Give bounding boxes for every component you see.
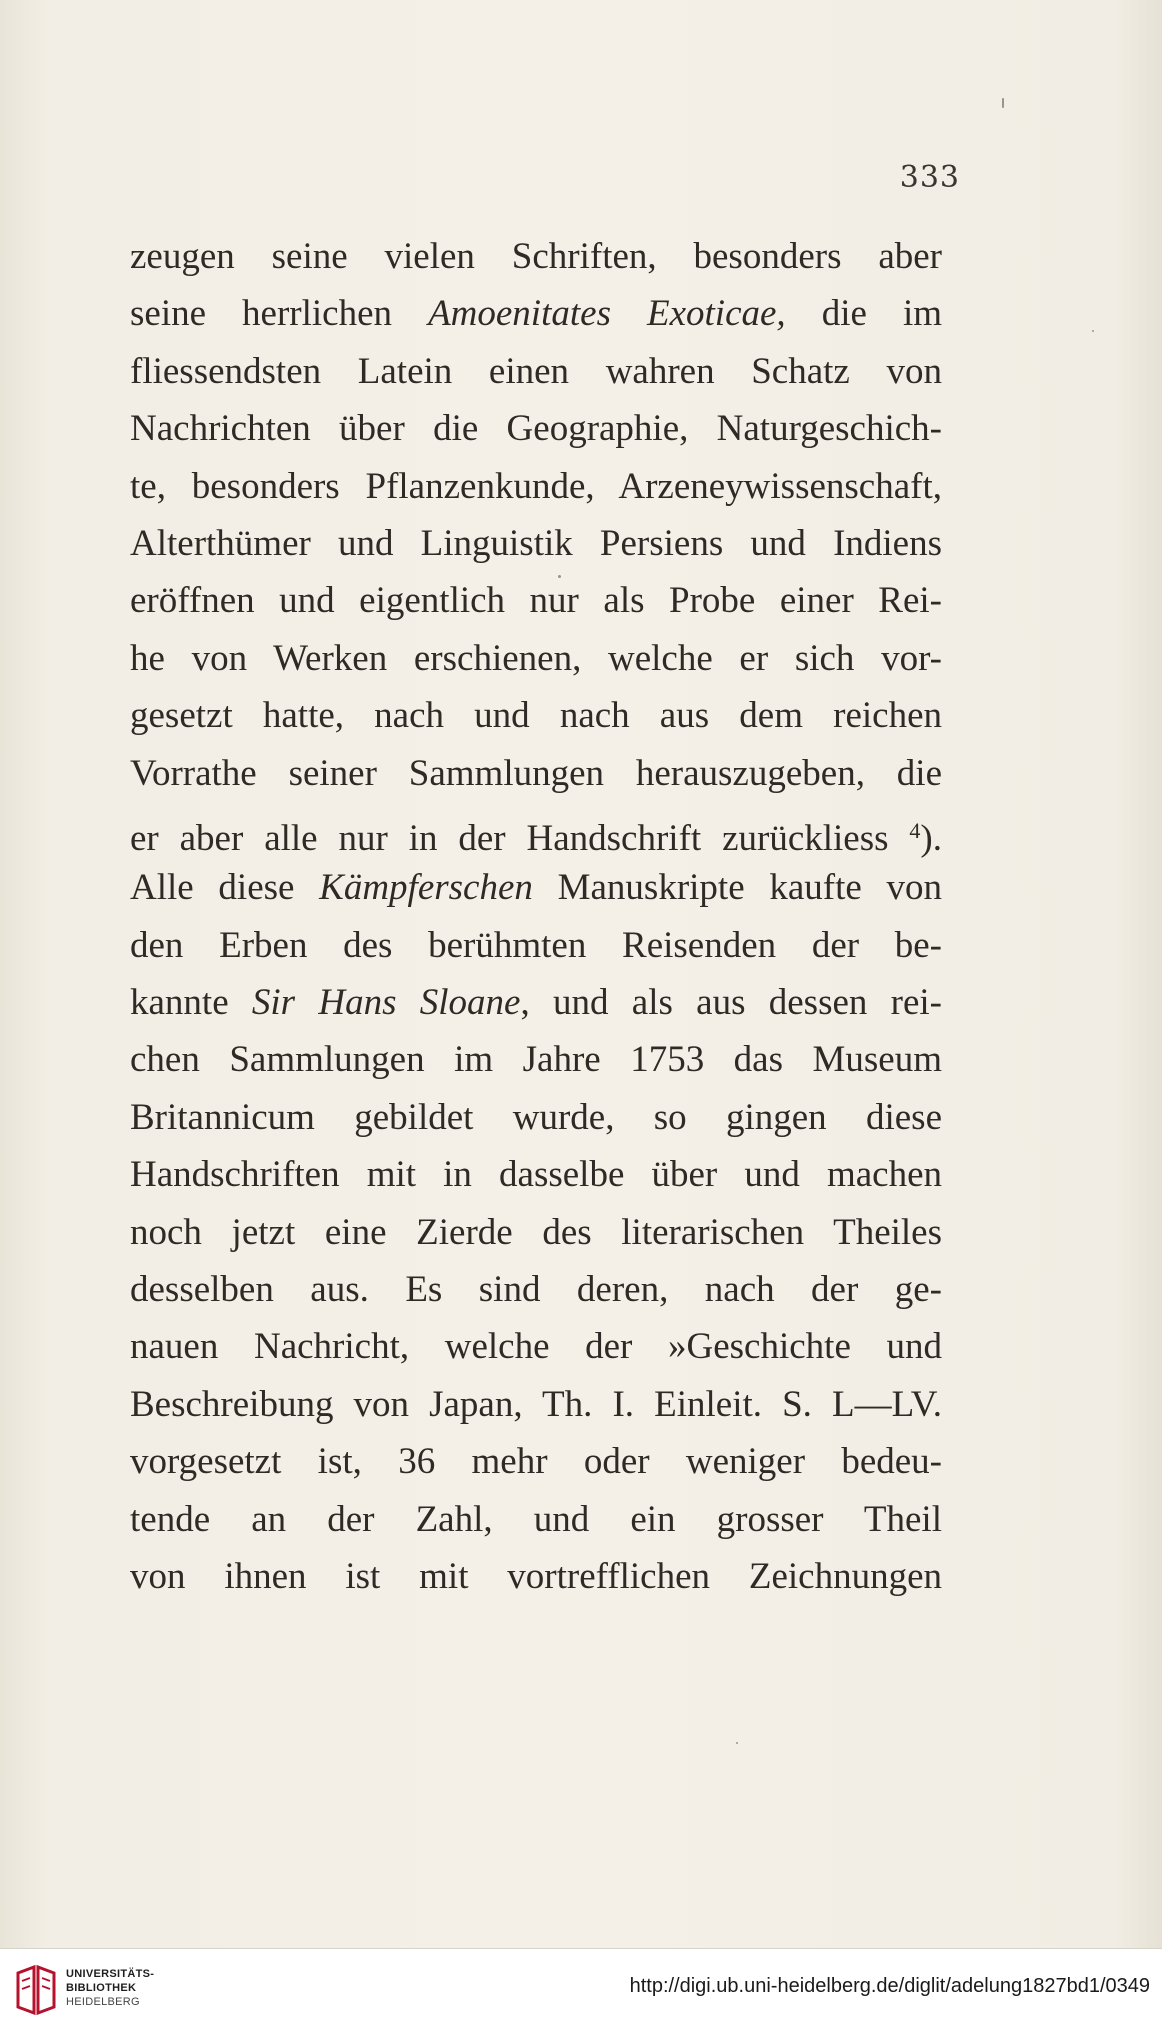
text-run: kannte <box>130 982 252 1024</box>
text-line <box>130 572 942 629</box>
university-library-logo <box>12 1963 60 2019</box>
text-line <box>130 1491 942 1548</box>
text-line <box>130 974 942 1031</box>
source-url-link[interactable]: http://digi.ub.uni-heidelberg.de/diglit/adelung1827bd1/0349 <box>629 1975 1150 1997</box>
italic-text: Sir Hans Sloane <box>251 982 521 1024</box>
text-line <box>130 1261 942 1318</box>
paper-speck <box>1092 330 1094 332</box>
text-run: desselben aus. Es sind deren, nach der ge- <box>130 1269 942 1311</box>
text-run: Britannicum gebildet wurde, so gingen diese <box>130 1096 942 1138</box>
text-run: die im <box>785 293 943 335</box>
text-line <box>130 1376 942 1433</box>
text-run: Nachrichten über die Geographie, Naturgeschich- <box>130 408 942 450</box>
text-line <box>130 343 942 400</box>
text-run: von ihnen ist mit vortrefflichen Zeichnungen <box>130 1555 942 1597</box>
text-line <box>130 1146 942 1203</box>
text-line <box>130 515 942 572</box>
text-run: te, besonders Pflanzenkunde, Arzeneywissenschaft, <box>130 465 942 507</box>
text-run: Beschreibung von Japan, Th. I. Einleit. S. L—LV. <box>130 1383 942 1425</box>
text-run: nauen Nachricht, welche der »Geschichte und <box>130 1326 942 1368</box>
body-text <box>130 228 942 1605</box>
text-run: tende an der Zahl, und ein grosser Theil <box>130 1498 942 1540</box>
text-run: seine herrlichen <box>130 293 429 335</box>
text-run: vorgesetzt ist, 36 mehr oder weniger bedeu- <box>130 1441 942 1483</box>
library-name-line: BIBLIOTHEK <box>66 1982 137 1994</box>
text-line <box>130 630 942 687</box>
text-run: chen Sammlungen im Jahre 1753 das Museum <box>130 1039 942 1081</box>
text-line <box>130 1318 942 1375</box>
italic-text: Kämpferschen <box>319 867 533 909</box>
paper-speck <box>558 575 561 578</box>
text-run: den Erben des berühmten Reisenden der be- <box>130 924 942 966</box>
library-name-line: UNIVERSITÄTS- <box>66 1968 155 1980</box>
text-line <box>130 400 942 457</box>
paper-speck <box>1002 98 1004 108</box>
text-line <box>130 1548 942 1605</box>
text-line <box>130 745 942 802</box>
page-number: 333 <box>899 160 960 195</box>
footnote-marker: 4 <box>909 817 921 843</box>
text-line <box>130 458 942 515</box>
text-line <box>130 1031 942 1088</box>
text-line <box>130 1433 942 1490</box>
text-line <box>130 687 942 744</box>
text-run: fliessendsten Latein einen wahren Schatz von <box>130 350 942 392</box>
text-line <box>130 228 942 285</box>
text-run: Manuskripte kaufte von <box>532 867 942 909</box>
text-line <box>130 1204 942 1261</box>
footer-bar <box>0 1948 1162 2032</box>
text-line <box>130 1089 942 1146</box>
text-line <box>130 285 942 342</box>
text-run: eröffnen und eigentlich nur als Probe einer Rei- <box>130 580 942 622</box>
text-run: he von Werken erschienen, welche er sich vor- <box>130 637 942 679</box>
text-run: gesetzt hatte, nach und nach aus dem reichen <box>130 695 942 737</box>
text-run: Alle diese <box>130 867 320 909</box>
text-run: noch jetzt eine Zierde des literarischen Theiles <box>130 1211 942 1253</box>
text-line <box>130 802 942 859</box>
text-run: , und als aus dessen rei- <box>520 982 943 1024</box>
text-run: er aber alle nur in der Handschrift zurückliess <box>130 817 910 859</box>
library-name <box>66 1967 154 2009</box>
italic-text: Amoenitates Exoticae, <box>428 293 786 335</box>
text-run: ). <box>920 817 942 859</box>
text-line <box>130 917 942 974</box>
text-line <box>130 859 942 916</box>
text-run: Vorrathe seiner Sammlungen herauszugeben, die <box>130 752 942 794</box>
text-run: zeugen seine vielen Schriften, besonders aber <box>130 236 942 277</box>
text-run: Handschriften mit in dasselbe über und machen <box>130 1154 942 1196</box>
paper-speck <box>736 1742 738 1744</box>
text-run: Alterthümer und Linguistik Persiens und Indiens <box>130 522 942 564</box>
library-name-line: HEIDELBERG <box>66 1996 140 2008</box>
